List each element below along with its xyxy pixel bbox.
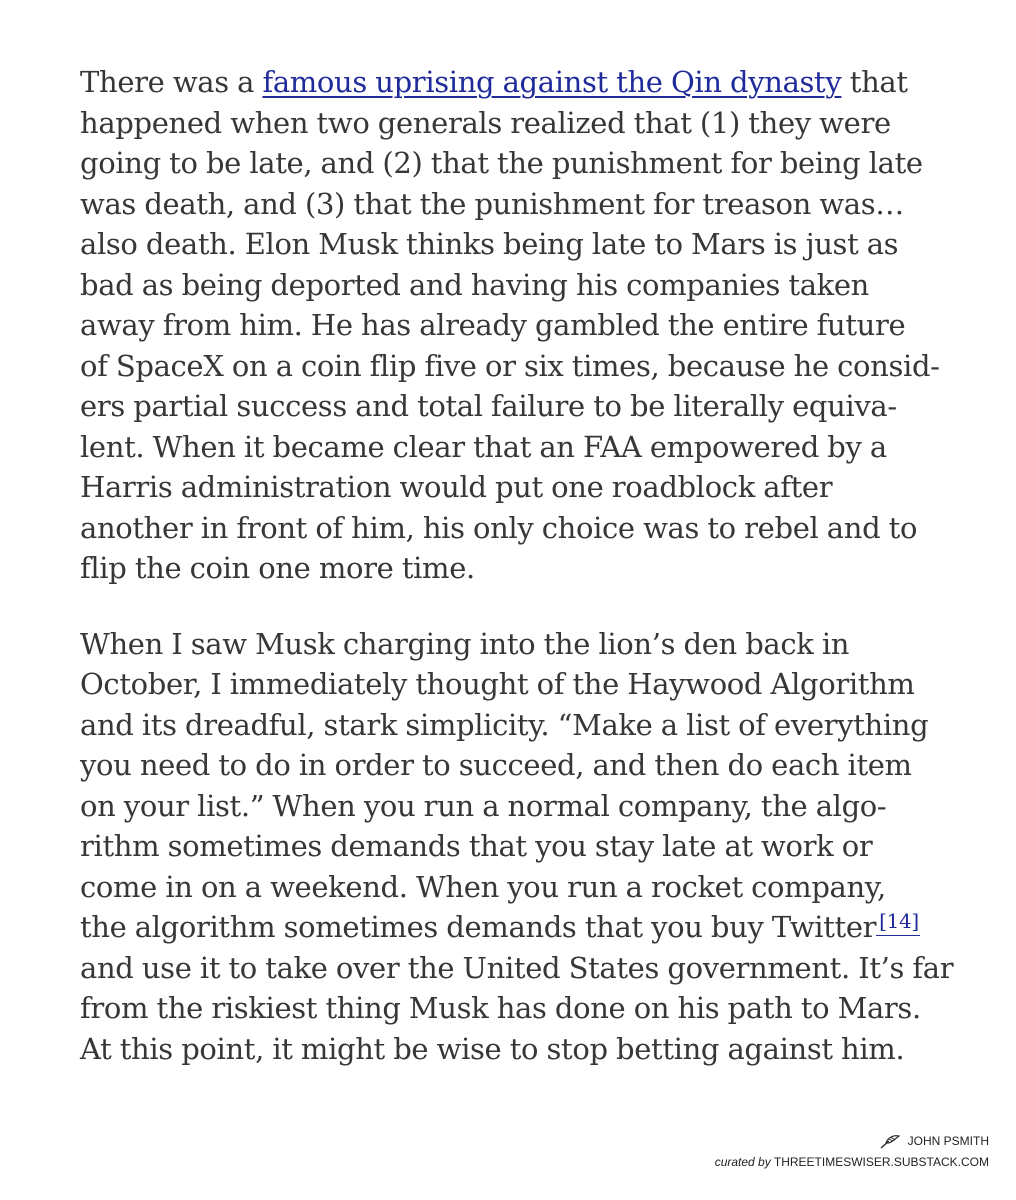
curated-source: THREETIMESWISER.SUBSTACK.COM [773,1154,989,1169]
footnote-14-link[interactable]: [14] [876,909,920,936]
qin-uprising-link[interactable]: famous uprising against the Qin dynasty [262,65,842,99]
author-line [715,1133,989,1154]
paragraph-2-text-rest: and use it to take over the United States government. It’s far from the riskiest thing Musk has done on his path to Mars. At this point, it might be wise to stop betting against him. [80,950,954,1066]
quill-icon [880,1135,900,1149]
curated-prefix: curated by [714,1154,771,1169]
article-body [80,62,960,1104]
paragraph-2-text-start: When I saw Musk charging into the lion’s den back in October, I immediately thought of the Haywood Algorithm and its dreadful, stark simplicity. “Make a list of everything you need to do in order to succeed, and then do each item on your list.” When you run a normal company, the algo- rithm sometimes demands that you stay late at work or come in on a weekend. When you run a rocket company, the algorithm sometimes demands that you buy Twitter [80,626,929,944]
credits [715,1133,989,1171]
paragraph-1 [80,62,960,589]
curated-line [715,1154,989,1171]
author-name: JOHN PSMITH [907,1134,989,1148]
paragraph-2 [80,624,960,1070]
paragraph-1-text-start: There was a [80,65,263,99]
paragraph-1-text-rest: that happened when two generals realized that (1) they were going to be late, and (2) that the punishment for being late was death, and (3) that the punishment for treason was… also death. Elon Musk thinks being late to Mars is just as bad as being deported and having his companies taken away from him. He has already gambled the entire future of SpaceX on a coin flip five or six times, because he consid- ers partial success and total failure to be literally equiva- lent. When it became clear that an FAA empowered by a Harris administration would put one roadblock after another in front of him, his only choice was to rebel and to flip the coin one more time. [80,65,940,585]
